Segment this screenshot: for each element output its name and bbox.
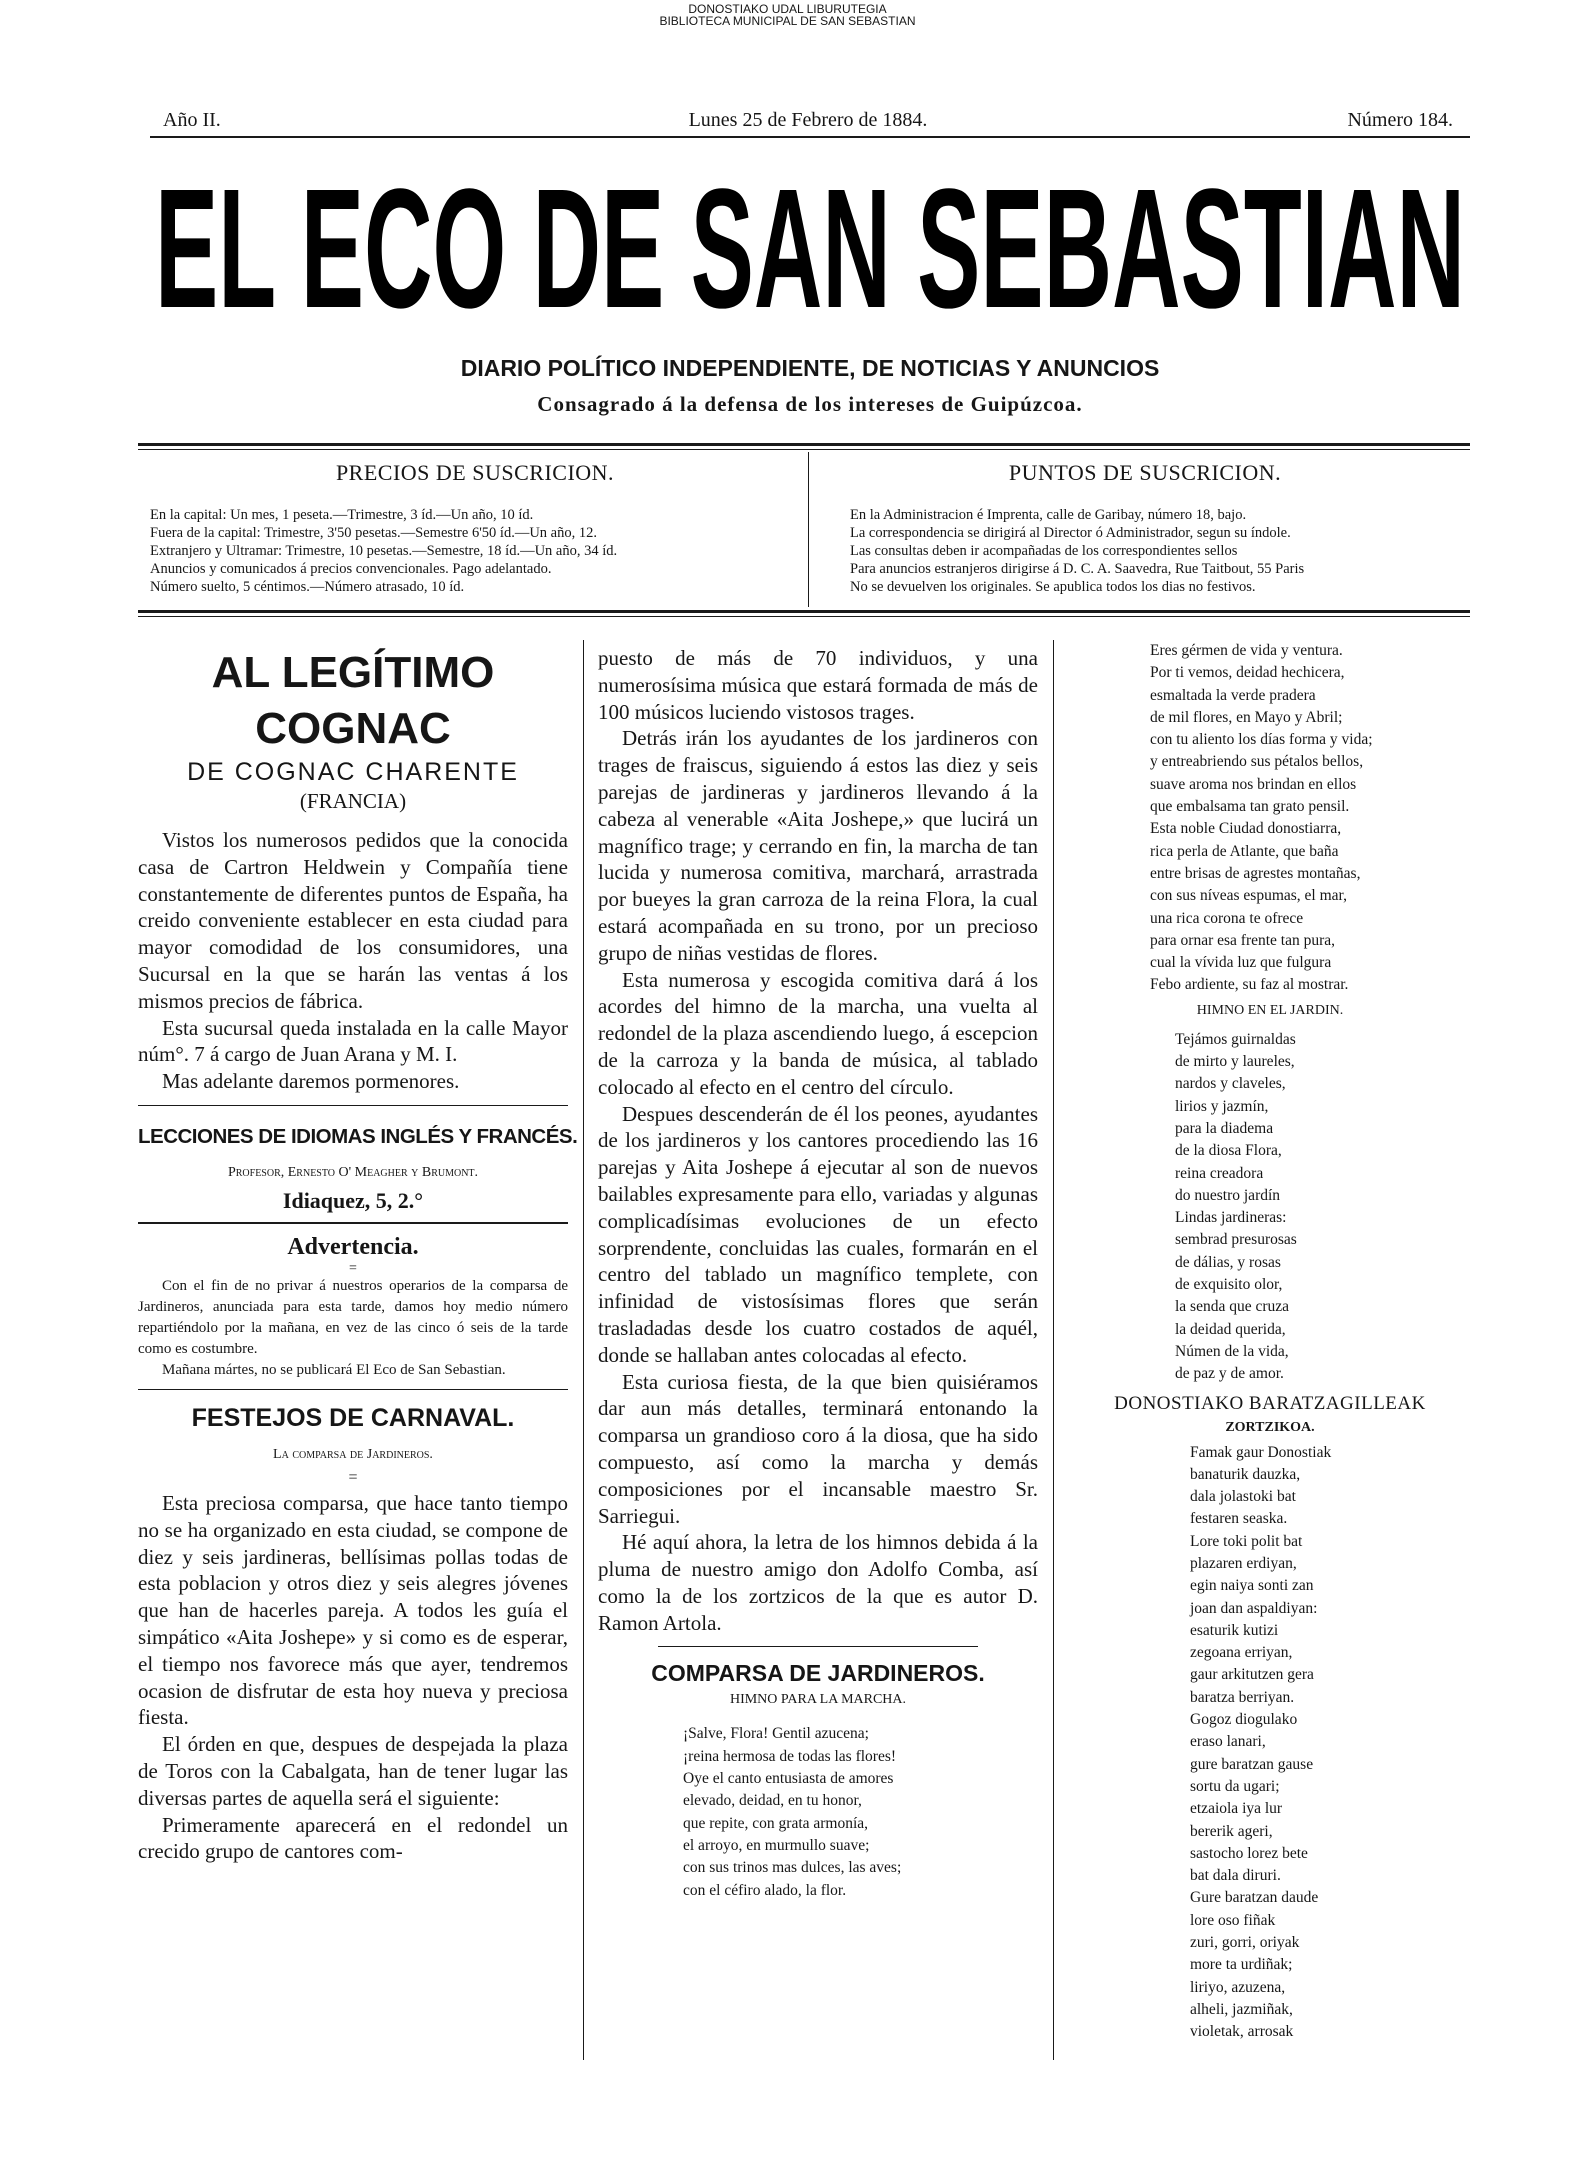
poem-line: ¡Salve, Flora! Gentil azucena; (683, 1725, 869, 1743)
poem-line: reina creadora (1175, 1164, 1264, 1182)
cognac-country: (FRANCIA) (299, 789, 407, 813)
poem-line: Febo ardiente, su faz al mostrar. (1150, 976, 1349, 994)
jardin-poem (1070, 1029, 1470, 1386)
puntos-list (850, 506, 1470, 596)
precios-line: Extranjero y Ultramar: Trimestre, 10 pesetas.—Semestre, 18 íd.—Un año, 34 íd. (150, 543, 618, 559)
poem-line: sastocho lorez bete (1190, 1844, 1308, 1862)
dateline-rule (150, 136, 1470, 138)
advertencia-title: Advertencia. (287, 1233, 419, 1260)
poem-line: gure baratzan gause (1190, 1755, 1314, 1773)
poem-line: de mirto y laureles, (1175, 1053, 1295, 1071)
poem-line: banaturik dauzka, (1190, 1465, 1301, 1483)
festejos-paragraph: El órden en que, despues de despejada la plaza de Toros con la Cabalgata, han de tener lugar las diversas partes de aquella será el siguiente: (138, 1732, 568, 1810)
poem-line: rica perla de Atlante, que baña (1150, 842, 1339, 860)
puntos-heading: PUNTOS DE SUSCRICION. (1008, 460, 1282, 485)
poem-line: que repite, con grata armonía, (683, 1814, 869, 1832)
section-rule (138, 1389, 568, 1390)
lessons-headline: LECCIONES DE IDIOMAS INGLÉS Y FRANCÉS. (138, 1124, 578, 1148)
column-2 (598, 645, 1038, 1902)
column-1 (138, 645, 578, 1865)
poem-line: de dálias, y rosas (1175, 1253, 1281, 1271)
poem-line: gaur arkitutzen gera (1190, 1666, 1314, 1684)
library-stamp (0, 3, 1575, 27)
lessons-professor: Profesor, Ernesto O' Meagher y Brumont. (227, 1164, 479, 1180)
poem-line: entre brisas de agrestes montañas, (1150, 864, 1361, 882)
article-paragraph: Hé aquí ahora, la letra de los himnos debida á la pluma de nuestro amigo don Adolfo Comba, así como la de los zortzicos de la que es autor D. Ramon Artola. (598, 1530, 1038, 1635)
subscription-divider (808, 452, 809, 607)
subscription-bottom-rule (138, 610, 1470, 613)
ornament-rule: = (348, 1468, 358, 1486)
poem-line: zuri, gorri, oriyak (1190, 1934, 1300, 1952)
poem-line: Lindas jardineras: (1175, 1209, 1287, 1227)
poem-line: con tu aliento los días forma y vida; (1150, 731, 1373, 749)
poem-line: dala jolastoki bat (1190, 1488, 1296, 1506)
poem-line: ¡reina hermosa de todas las flores! (683, 1747, 897, 1765)
poem-line: Oye el canto entusiasta de amores (683, 1770, 894, 1788)
festejos-paragraph: Esta preciosa comparsa, que hace tanto tiempo no se ha organizado en esta ciudad, se compone de diez y seis jardineras, bellísimas pollas todas de esta poblacion y otros diez y seis alegres jóvenes que han de hacerles pareja. A todos les guía el simpático «Aita Joshepe» y si como es de esperar, el tiempo nos favorece más que ayer, tendremos ocasion de disfrutar de esta hoy nueva y preciosa fiesta. (138, 1490, 568, 1730)
poem-line: con sus níveas espumas, el mar, (1150, 887, 1347, 905)
poem-line: liriyo, azuzena, (1190, 1978, 1286, 1996)
puntos-line: La correspondencia se dirigirá al Director ó Administrador, segun su índole. (850, 525, 1291, 541)
cognac-paragraph: Vistos los numerosos pedidos que la conocida casa de Cartron Heldwein y Compañía tiene constantemente de diferentes puntos de España, ha creido conveniente establecer en esta ciudad para mayor comodidad de los consumidores, una Sucursal en la que se harán las ventas á los mismos precios de fábrica. (138, 828, 568, 1013)
poem-line: cual la vívida luz que fulgura (1150, 954, 1332, 972)
himno-jardin-title: HIMNO EN EL JARDIN. (1196, 1002, 1344, 1018)
festejos-subheadline: La comparsa de Jardineros. (273, 1446, 433, 1462)
poem-line: do nuestro jardín (1175, 1186, 1281, 1204)
poem-line: plazaren erdiyan, (1190, 1554, 1297, 1572)
poem-line: etzaiola iya lur (1190, 1800, 1283, 1818)
issue-date: Lunes 25 de Febrero de 1884. (688, 109, 928, 131)
poem-line: de paz y de amor. (1175, 1365, 1284, 1383)
poem-line: de la diosa Flora, (1175, 1142, 1282, 1160)
column-3 (1070, 640, 1470, 2044)
poem-line: con sus trinos mas dulces, las aves; (683, 1859, 902, 1877)
poem-line: bat dala diruri. (1190, 1867, 1281, 1885)
precios-line: Fuera de la capital: Trimestre, 3'50 pesetas.—Semestre 6'50 íd.—Un año, 12. (150, 525, 597, 541)
marcha-poem-continued (1070, 640, 1470, 997)
festejos-headline: FESTEJOS DE CARNAVAL. (191, 1403, 515, 1432)
puntos-line: En la Administracion é Imprenta, calle de Garibay, número 18, bajo. (850, 507, 1247, 523)
poem-line: una rica corona te ofrece (1150, 909, 1304, 927)
poem-line: sortu da ugari; (1190, 1777, 1280, 1795)
cognac-paragraph: Esta sucursal queda instalada en la calle Mayor núm°. 7 á cargo de Juan Arana y M. I. (138, 1015, 568, 1067)
puntos-line: Para anuncios estranjeros dirigirse á D. C. A. Saavedra, Rue Taitbout, 55 Paris (850, 561, 1305, 577)
poem-line: la senda que cruza (1175, 1298, 1290, 1316)
poem-line: lirios y jazmín, (1175, 1097, 1269, 1115)
poem-line: sembrad presurosas (1175, 1231, 1297, 1249)
poem-line: Famak gaur Donostiak (1190, 1443, 1332, 1461)
himno-marcha-title: HIMNO PARA LA MARCHA. (729, 1692, 907, 1708)
poem-line: eraso lanari, (1190, 1733, 1266, 1751)
poem-line: Por ti vemos, deidad hechicera, (1150, 664, 1345, 682)
poem-line: baratza berriyan. (1190, 1688, 1295, 1706)
article-paragraph: puesto de más de 70 individuos, y una numerosísima música que estará formada de más de 100 músicos luciendo vistosos trages. (598, 646, 1038, 724)
section-rule (658, 1646, 978, 1647)
poem-line: violetak, arrosak (1190, 2023, 1294, 2041)
poem-line: para ornar esa frente tan pura, (1150, 931, 1336, 949)
poem-line: con el céfiro alado, la flor. (683, 1881, 847, 1899)
poem-line: bererik ageri, (1190, 1822, 1273, 1840)
poem-line: zegoana erriyan, (1190, 1644, 1293, 1662)
zortzikoa-poem (1070, 1442, 1470, 2044)
issue-year: Año II. (163, 109, 221, 131)
poem-line: y entreabriendo sus pétalos bellos, (1150, 753, 1364, 771)
precios-heading: PRECIOS DE SUSCRICION. (335, 460, 615, 485)
poem-line: la deidad querida, (1175, 1320, 1286, 1338)
poem-line: esaturik kutizi (1190, 1621, 1279, 1639)
subscription-top-rule-thin (138, 449, 1470, 450)
article-paragraph: Esta curiosa fiesta, de la que bien quisiéramos dar aun más detalles, terminará entonando la comparsa un grandioso coro á la diosa, que ha sido compuesto, así como la marcha y demás composiciones por el incansable maestro Sr. Sarriegui. (598, 1369, 1038, 1528)
puntos-line: No se devuelven los originales. Se apublica todos los dias no festivos. (850, 579, 1256, 595)
poem-line: que embalsama tan grato pensil. (1150, 798, 1350, 816)
masthead-motto: Consagrado á la defensa de los intereses de Guipúzcoa. (537, 392, 1083, 416)
subscription-bottom-rule-thin (138, 616, 1470, 617)
comparsa-headline: COMPARSA DE JARDINEROS. (651, 1660, 985, 1687)
march-poem (598, 1723, 1038, 1901)
poem-line: joan dan aspaldiyan: (1190, 1599, 1318, 1617)
poem-line: egin naiya sonti zan (1190, 1577, 1314, 1595)
precios-list (150, 506, 800, 596)
poem-line: Lore toki polit bat (1190, 1532, 1303, 1550)
puntos-line: Las consultas deben ir acompañadas de los correspondientes sellos (850, 543, 1238, 559)
lessons-address: Idiaquez, 5, 2.° (282, 1187, 424, 1213)
subscription-top-rule (138, 443, 1470, 446)
masthead-title-text: EL ECO DE SAN SEBASTIAN (155, 170, 1465, 318)
basque-headline: DONOSTIAKO BARATZAGILLEAK (1114, 1392, 1426, 1414)
masthead-title (150, 170, 1470, 318)
poem-line: more ta urdiñak; (1190, 1956, 1293, 1974)
precios-line: En la capital: Un mes, 1 peseta.—Trimestre, 3 íd.—Un año, 10 íd. (150, 507, 534, 523)
poem-line: lore oso fiñak (1190, 1911, 1276, 1929)
article-paragraph: Despues descenderán de él los peones, ayudantes de los jardineros y los cantores procediendo las 16 parejas y Aita Joshepe á ejecutar al son de nuevos bailables expresamente para ello, variadas y algunas complicadísimas evoluciones de un efecto sorprendente, concluidas las cuales, formarán en el centro del tablado un magnífico templete, con infinidad de vistosísimas flores que serán trasladadas desde los cuatro costados de aquél, donde se hallaban antes colocadas al efecto. (598, 1101, 1038, 1367)
cognac-headline: AL LEGÍTIMO COGNAC (211, 648, 495, 753)
library-stamp-basque: DONOSTIAKO UDAL LIBURUTEGIA (688, 2, 887, 16)
poem-line: Gure baratzan daude (1190, 1889, 1319, 1907)
poem-line: Tejámos guirnaldas (1175, 1030, 1296, 1048)
poem-line: esmaltada la verde pradera (1150, 686, 1316, 704)
cognac-subheadline: DE COGNAC CHARENTE (187, 758, 519, 786)
poem-line: elevado, deidad, en tu honor, (683, 1792, 862, 1810)
poem-line: de exquisito olor, (1175, 1276, 1283, 1294)
festejos-paragraph: Primeramente aparecerá en el redondel un crecido grupo de cantores com- (138, 1812, 568, 1864)
library-stamp-spanish: BIBLIOTECA MUNICIPAL DE SAN SEBASTIAN (659, 14, 916, 28)
section-rule (138, 1105, 568, 1106)
poem-line: Eres gérmen de vida y ventura. (1150, 642, 1343, 659)
advertencia-paragraph: Con el fin de no privar á nuestros operarios de la comparsa de Jardineros, anunciada para esta tarde, damos hoy medio número repartiéndolo por la mañana, en vez de las cinco ó seis de la tarde como es costumbre. (138, 1277, 568, 1357)
article-paragraph: Esta numerosa y escogida comitiva dará á los acordes del himno de la marcha, una vuelta al redondel de la plaza ascendiendo luego, á escepcion de la carroza y la banda de música, al tablado colocado al efecto en el centro del círculo. (598, 967, 1038, 1099)
poem-line: suave aroma nos brindan en ellos (1150, 775, 1357, 793)
precios-line: Anuncios y comunicados á precios convencionales. Pago adelantado. (150, 561, 552, 577)
column-rule-2 (1053, 640, 1054, 2060)
article-paragraph: Detrás irán los ayudantes de los jardineros con trages de fraiscus, siguiendo á estos las diez y seis parejas de jardineras y jardineros llevando á la cabeza al venerable «Aita Joshepe,» que lucirá un magnífico trage; y cerrando en fin, la marcha de tan lucida y numerosa comitiva, marchará, arrastrada por bueyes la gran carroza de la reina Flora, la cual estará acompañada en su trono, por un precioso grupo de niñas vestidas de flores. (598, 726, 1038, 965)
precios-line: Número suelto, 5 céntimos.—Número atrasado, 10 íd. (150, 579, 465, 595)
poem-line: alheli, jazmiñak, (1190, 2000, 1293, 2018)
poem-line: el arroyo, en murmullo suave; (683, 1836, 870, 1854)
poem-line: nardos y claveles, (1175, 1075, 1286, 1093)
zortzikoa-title: ZORTZIKOA. (1225, 1419, 1315, 1435)
ornament-rule: = (349, 1260, 357, 1276)
poem-line: de mil flores, en Mayo y Abril; (1150, 708, 1343, 726)
poem-line: Esta noble Ciudad donostiarra, (1150, 820, 1342, 838)
poem-line: Gogoz diogulako (1190, 1711, 1298, 1729)
issue-number: Número 184. (1347, 109, 1453, 131)
cognac-paragraph: Mas adelante daremos pormenores. (162, 1069, 460, 1094)
poem-line: para la diadema (1175, 1119, 1274, 1137)
advertencia-paragraph: Mañana mártes, no se publicará El Eco de San Sebastian. (162, 1361, 506, 1378)
poem-line: Númen de la vida, (1175, 1342, 1289, 1360)
column-rule-1 (583, 640, 584, 2060)
masthead-subtitle: DIARIO POLÍTICO INDEPENDIENTE, DE NOTICIAS Y ANUNCIOS (460, 355, 1160, 381)
section-rule (138, 1222, 568, 1224)
poem-line: festaren seaska. (1190, 1510, 1288, 1528)
